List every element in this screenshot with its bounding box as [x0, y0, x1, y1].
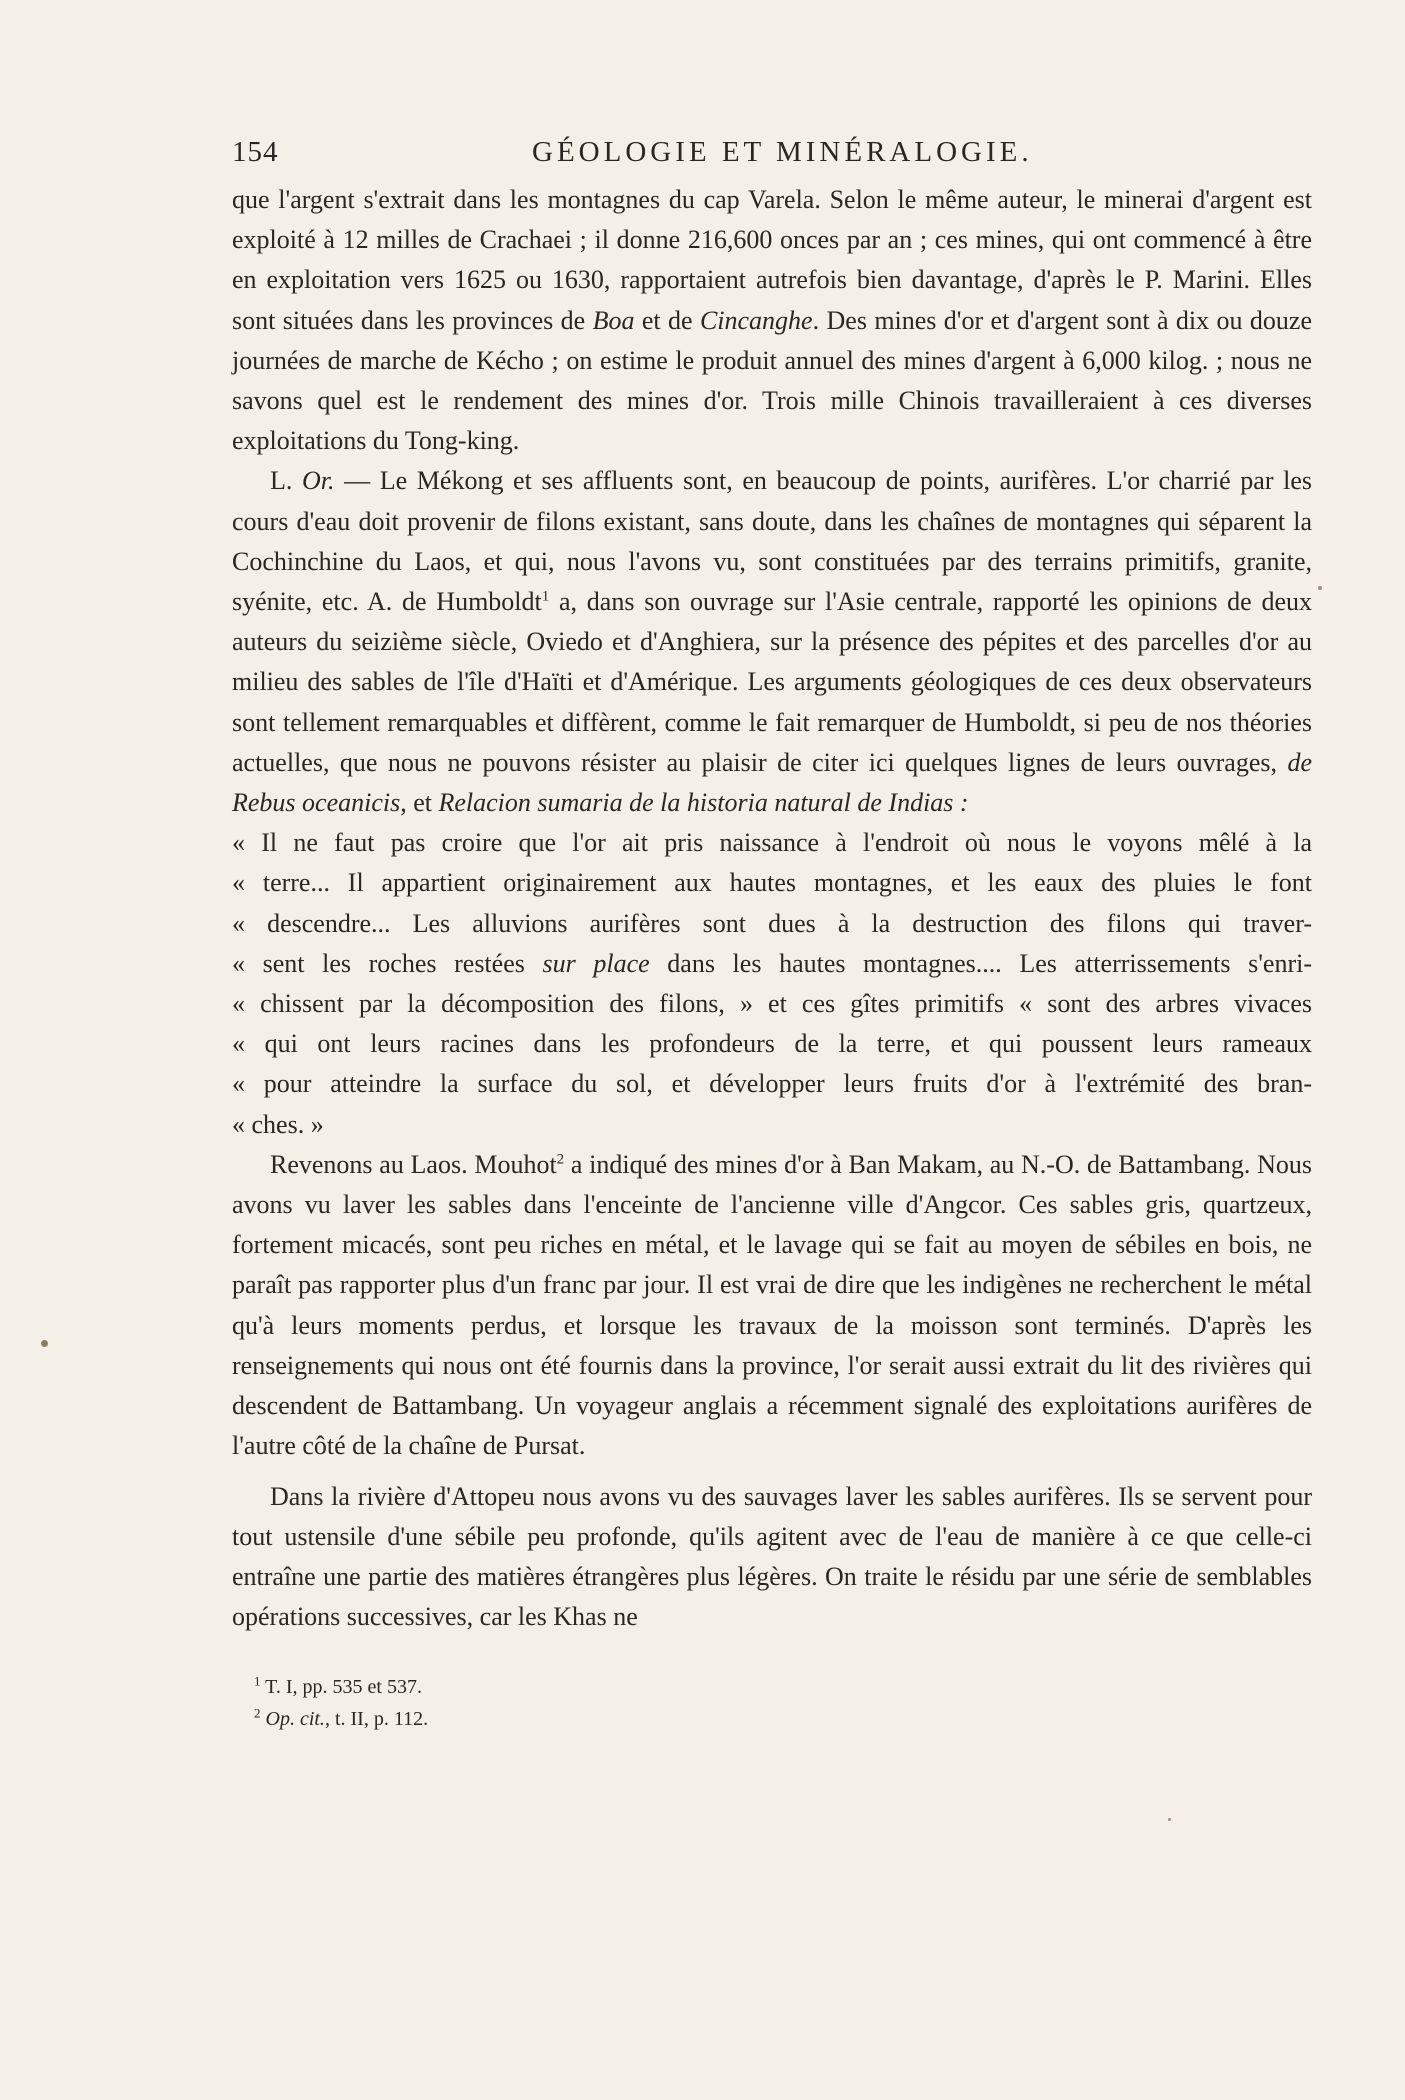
- section-title-or: Or.: [302, 466, 335, 496]
- footnote-mark: 2: [254, 1705, 261, 1721]
- running-title: GÉOLOGIE ET MINÉRALOGIE.: [532, 136, 1033, 168]
- paragraph-text: Dans la rivière d'Attopeu nous avons vu des sauvages laver les sables aurifères. Ils se servent pour tout ustensile d'une sébile peu profonde, qu'ils agitent avec de l'eau de manière à ce que celle-ci entraîne une partie des matières étrangères plus légères. On traite le résidu par une série de semblables opérations successives, car les Khas ne: [232, 1481, 1312, 1632]
- work-title-relacion: Relacion sumaria de la historia natural de Indias :: [438, 788, 969, 818]
- quote-text: dans les hautes montagnes.... Les atterrissements s'enri-: [649, 948, 1313, 978]
- quote-line: « ches. »: [232, 1109, 324, 1139]
- page-speck: [1168, 1818, 1171, 1821]
- quote-line: « qui ont leurs racines dans les profondeurs de la terre, et qui poussent leurs rameaux: [232, 1029, 1312, 1059]
- quote-line: « Il ne faut pas croire que l'or ait pris naissance à l'endroit où nous le voyons mêlé à la: [232, 828, 1312, 858]
- quote-line: « pour atteindre la surface du sol, et développer leurs fruits d'or à l'extrémité des bran-: [232, 1069, 1312, 1099]
- paragraph-gold: [232, 461, 1312, 823]
- page: [232, 136, 1312, 1735]
- body-text: [232, 180, 1312, 1637]
- paragraph-text: a, dans son ouvrage sur l'Asie centrale, rapporté les opinions de deux auteurs du seizième siècle, Oviedo et d'Anghiera, sur la présence des pépites et des parcelles d'or au milieu des sables de l'île d'Haïti et d'Amérique. Les arguments géologiques de ces deux observateurs sont tellement remarquables et diffèrent, comme le fait remarquer de Humboldt, si peu de nos théories actuelles, que nous ne pouvons résister au plaisir de citer ici quelques lignes de leurs ouvrages,: [232, 587, 1313, 777]
- quote-line: « chissent par la décomposition des filons, » et ces gîtes primitifs « sont des arbres vivaces: [232, 989, 1312, 1019]
- footnote-mark: 1: [254, 1673, 261, 1689]
- quote-line: « terre... Il appartient originairement aux hautes montagnes, et les eaux des pluies le font: [232, 868, 1312, 898]
- quote-line: [232, 944, 1312, 984]
- section-letter: L.: [270, 466, 302, 496]
- footnote-ref-1: 1: [541, 588, 550, 605]
- block-quote: [232, 823, 1312, 1145]
- footnote-italic: Op. cit.: [260, 1708, 325, 1731]
- paragraph-attopeu: [232, 1477, 1312, 1638]
- place-name-boa: Boa: [592, 305, 635, 335]
- work-title-rebus: de Rebus oceanicis: [232, 747, 1312, 818]
- page-speck: [1318, 586, 1322, 590]
- quote-text: « sent les roches restées: [232, 948, 543, 978]
- place-name-cincanghe: Cincanghe: [699, 305, 813, 335]
- paragraph-laos: [232, 1145, 1312, 1467]
- paragraph-text: , et: [400, 788, 439, 818]
- footnotes: [232, 1671, 1312, 1735]
- paragraph-continuation: [232, 180, 1312, 461]
- quote-line: « descendre... Les alluvions aurifères sont dues à la destruction des filons qui traver-: [232, 908, 1312, 938]
- footnote-2: [254, 1703, 1312, 1735]
- margin-stain: [41, 1340, 48, 1347]
- paragraph-text: Revenons au Laos. Mouhot: [270, 1149, 557, 1179]
- paragraph-text: . Des mines d'or et d'argent sont à dix ou douze journées de marche de Kécho ; on estime le produit annuel des mines d'argent à 6,000 kilog. ; nous ne savons quel est le rendement des mines d'or. Trois mille Chinois travailleraient à ces diverses exploitations du Tong-king.: [232, 305, 1312, 456]
- footnote-ref-2: 2: [556, 1151, 565, 1168]
- paragraph-text: et de: [634, 305, 700, 335]
- quote-italic-surplace: sur place: [542, 948, 650, 978]
- paragraph-text: — Le Mékong et ses affluents sont, en beaucoup de points, aurifères. L'or charrié par les cours d'eau doit provenir de filons existant, sans doute, dans les chaînes de montagnes qui séparent la Cochinchine du Laos, et qui, nous l'avons vu, sont constituées par des terrains primitifs, granite, syénite, etc. A. de Humboldt: [232, 466, 1312, 617]
- page-number: 154: [232, 136, 279, 168]
- footnote-text: T. I, pp. 535 et 537.: [260, 1676, 422, 1699]
- page-header: [232, 136, 1312, 180]
- footnote-text: , t. II, p. 112.: [324, 1708, 429, 1731]
- paragraph-text: que l'argent s'extrait dans les montagnes du cap Varela. Selon le même auteur, le minerai d'argent est exploité à 12 milles de Crachaei ; il donne 216,600 onces par an ; ces mines, qui ont commencé à être en exploitation vers 1625 ou 1630, rapportaient autrefois bien davantage, d'après le P. Marini. Elles sont situées dans les provinces de: [232, 185, 1312, 335]
- footnote-1: [254, 1671, 1312, 1703]
- paragraph-text: a indiqué des mines d'or à Ban Makam, au N.-O. de Battambang. Nous avons vu laver les sables dans l'enceinte de l'ancienne ville d'Angcor. Ces sables gris, quartzeux, fortement micacés, sont peu riches en métal, et le lavage qui se fait au moyen de sébiles en bois, ne paraît pas rapporter plus d'un franc par jour. Il est vrai de dire que les indigènes ne recherchent le métal qu'à leurs moments perdus, et lorsque les travaux de la moisson sont terminés. D'après les renseignements qui nous ont été fournis dans la province, l'or serait aussi extrait du lit des rivières qui descendent de Battambang. Un voyageur anglais a récemment signalé des exploitations aurifères de l'autre côté de la chaîne de Pursat.: [232, 1149, 1313, 1461]
